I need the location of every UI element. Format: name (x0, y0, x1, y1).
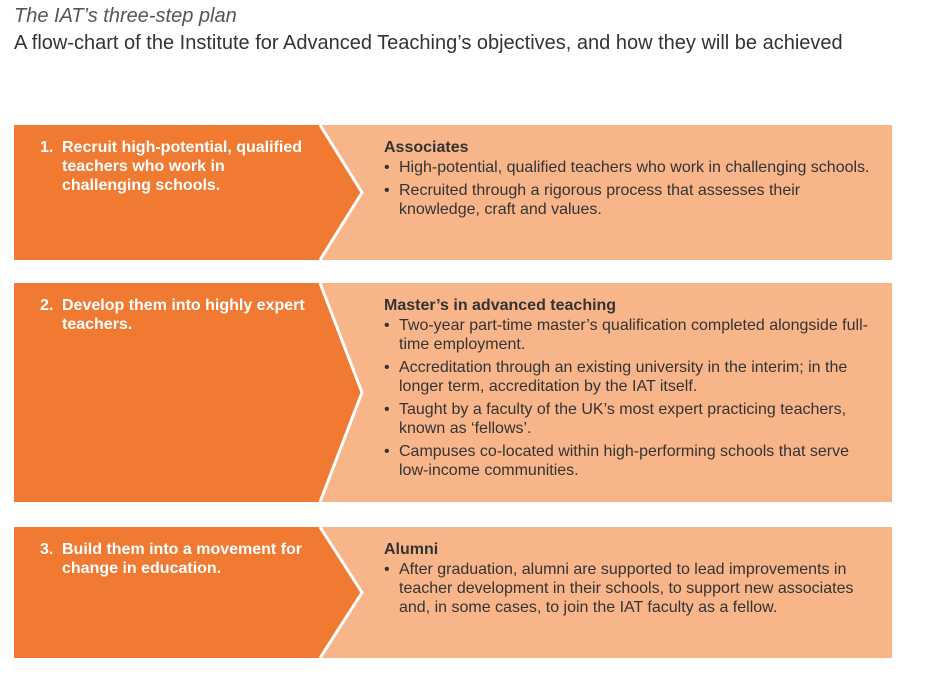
step-3-heading: Alumni (384, 541, 439, 558)
step-1-text: Recruit high-potential, qualified teachers who work in challenging schools. (62, 139, 302, 194)
step-2-bullets (384, 316, 874, 480)
step-1-content (384, 138, 874, 223)
bullet-text: Recruited through a rigorous process that assesses their knowledge, craft and values. (399, 182, 801, 218)
bullet-item (384, 316, 874, 354)
bullet-item (384, 560, 874, 617)
step-2-label (40, 296, 310, 334)
bullet-icon: • (384, 317, 390, 334)
step-2-content (384, 296, 874, 484)
step-1-number: 1. (40, 139, 54, 156)
bullet-text: After graduation, alumni are supported to lead improvements in teacher development in their schools, to support new associates and, in some cases, to join the IAT faculty as a fellow. (399, 561, 854, 616)
bullet-icon: • (384, 561, 390, 578)
step-3 (14, 527, 892, 658)
step-3-text: Build them into a movement for change in education. (62, 541, 303, 577)
step-3-bullets (384, 560, 874, 617)
step-2 (14, 283, 892, 502)
step-1-bullets (384, 158, 874, 219)
bullet-item (384, 442, 874, 480)
bullet-icon: • (384, 443, 390, 460)
bullet-item (384, 181, 874, 219)
figure-header (14, 4, 894, 56)
bullet-icon: • (384, 401, 390, 418)
bullet-text: Campuses co-located within high-performing schools that serve low-income communities. (399, 443, 849, 479)
step-2-number: 2. (40, 297, 54, 314)
step-1-heading: Associates (384, 139, 469, 156)
step-1 (14, 125, 892, 260)
bullet-text: Accreditation through an existing university in the interim; in the longer term, accreditation by the IAT itself. (399, 359, 848, 395)
bullet-item (384, 400, 874, 438)
bullet-icon: • (384, 359, 390, 376)
step-1-label (40, 138, 310, 195)
step-2-text: Develop them into highly expert teachers. (62, 297, 305, 333)
figure-subtitle: A flow-chart of the Institute for Advanced Teaching’s objectives, and how they will be achieved (14, 32, 843, 54)
bullet-item (384, 158, 874, 177)
bullet-icon: • (384, 159, 390, 176)
bullet-text: Taught by a faculty of the UK’s most expert practicing teachers, known as ‘fellows’. (399, 401, 847, 437)
step-3-number: 3. (40, 541, 54, 558)
step-3-label (40, 540, 310, 578)
bullet-item (384, 358, 874, 396)
figure-title: The IAT’s three-step plan (14, 5, 237, 27)
step-2-heading: Master’s in advanced teaching (384, 297, 617, 314)
step-3-content (384, 540, 874, 621)
bullet-icon: • (384, 182, 390, 199)
bullet-text: High-potential, qualified teachers who work in challenging schools. (399, 159, 870, 176)
bullet-text: Two-year part-time master’s qualification completed alongside full-time employment. (399, 317, 868, 353)
